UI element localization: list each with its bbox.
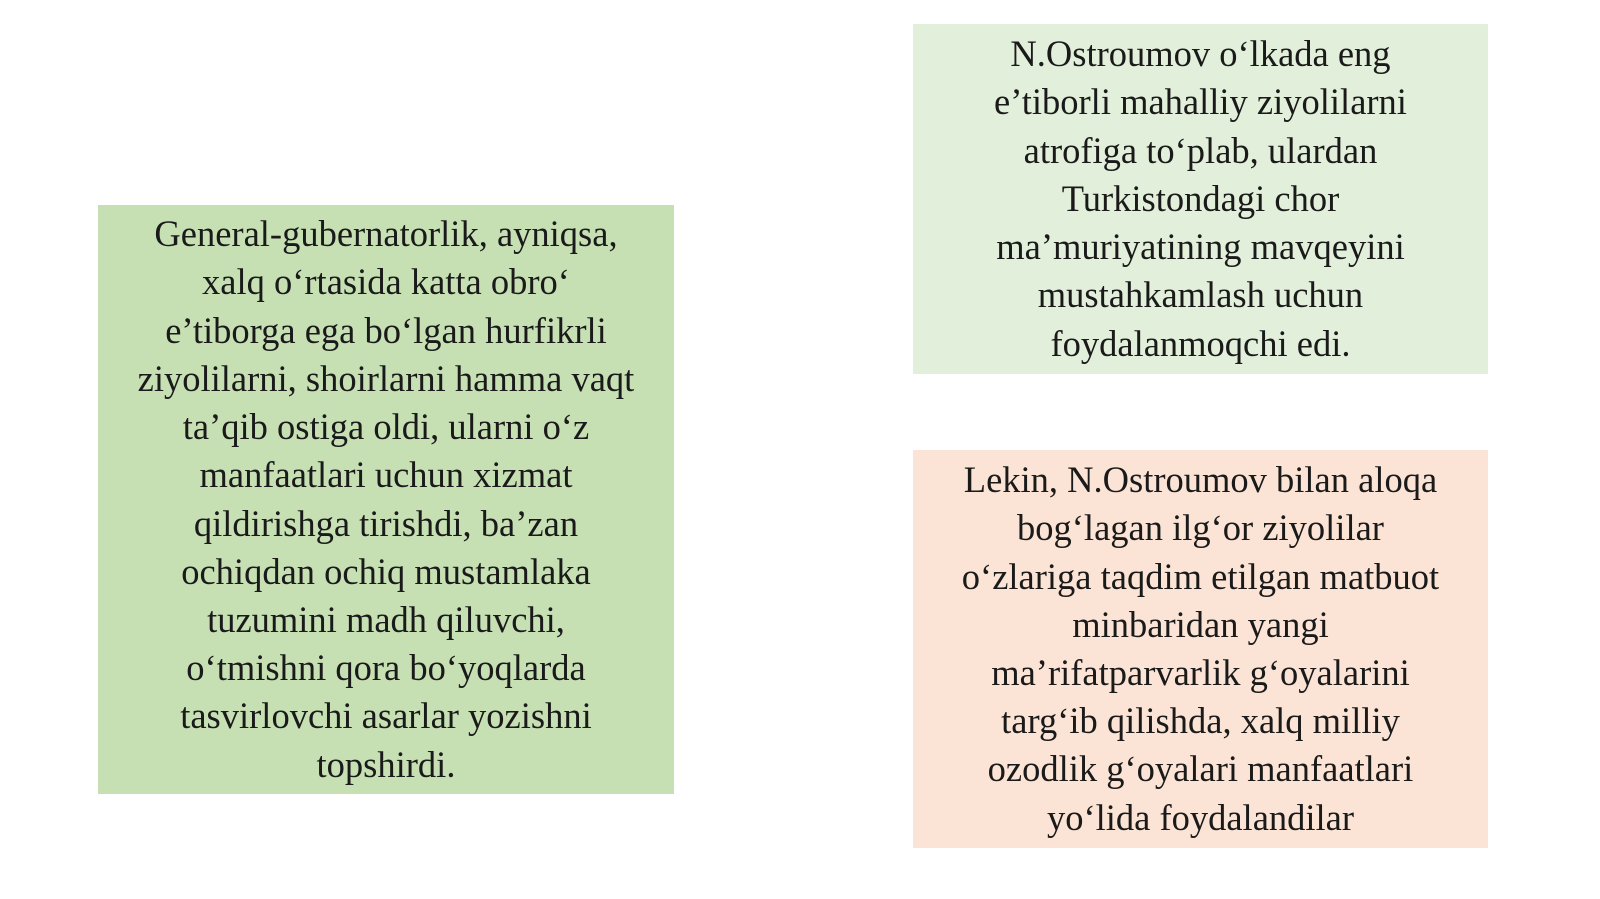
top-right-text-paragraph: N.Ostroumov o‘lkada eng e’tiborli mahalliy ziyolilarni atrofiga to‘plab, ulardan Turkistondagi chor ma’muriyatining mavqeyini mustahkamlash uchun foydalanmoqchi edi. (994, 33, 1407, 364)
left-text-box (98, 205, 674, 794)
left-text-paragraph: General-gubernatorlik, ayniqsa, xalq o‘rtasida katta obro‘ e’tiborga ega bo‘lgan hurfikrli ziyolilarni, shoirlarni hamma vaqt ta’qib ostiga oldi, ularni o‘z manfaatlari uchun xizmat qildirishga tirishdi, ba’zan ochiqdan ochiq mustamlaka tuzumini madh qiluvchi, o‘tmishni qora bo‘yoqlarda tasvirlovchi asarlar yozishni topshirdi. (137, 213, 635, 785)
bottom-right-text-box (913, 450, 1488, 848)
top-right-text-box (913, 24, 1488, 374)
bottom-right-text-paragraph: Lekin, N.Ostroumov bilan aloqa bog‘lagan ilg‘or ziyolilar o‘zlariga taqdim etilgan matbuot minbaridan yangi ma’rifatparvarlik g‘oyalarini targ‘ib qilishda, xalq milliy ozodlik g‘oyalari manfaatlari yo‘lida foydalandilar (961, 459, 1440, 838)
